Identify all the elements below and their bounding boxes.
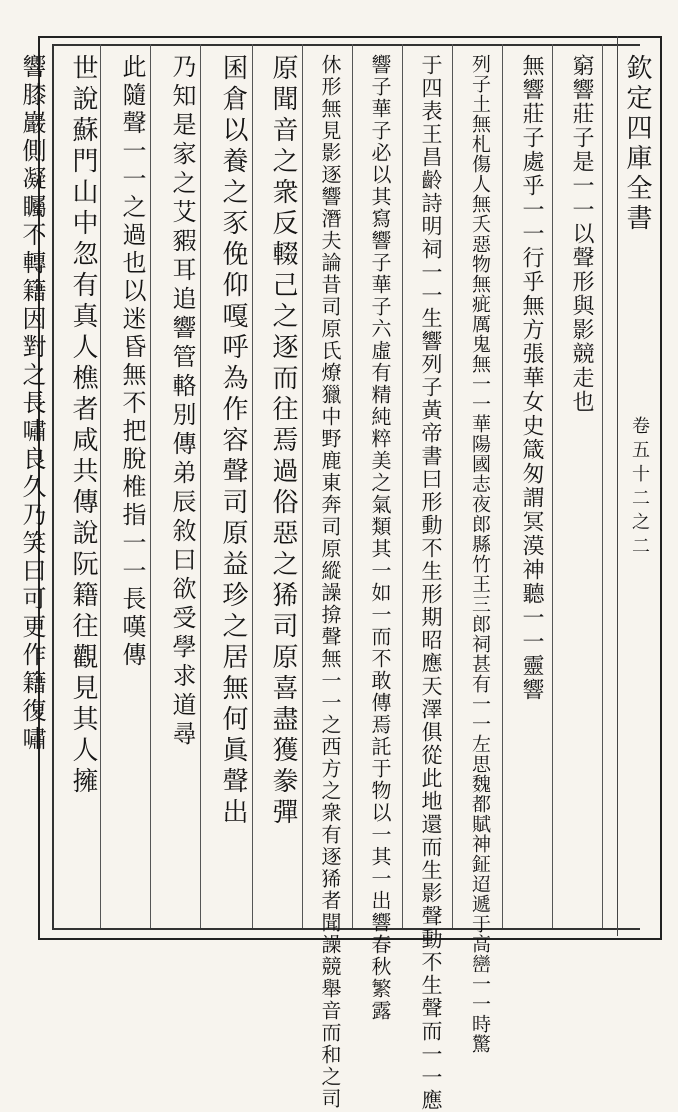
column-rule — [100, 44, 101, 928]
text-column-11: 世說蘇門山中忽有真人樵者咸共傳說阮籍往觀見其人擁 — [68, 54, 98, 798]
text-column-12: 響膝巖側凝矚不轉籍因對之長嘯良久乃笑曰可更作籍復嘯 — [18, 54, 46, 754]
column-rule — [502, 44, 503, 928]
column-rule — [602, 44, 603, 928]
column-rule — [200, 44, 201, 928]
text-column-8: 囷倉以養之豕俛仰嘎呼為作容聲司原益珍之居無何眞聲出 — [218, 54, 248, 829]
column-rule — [252, 44, 253, 928]
text-column-6: 休形無見影逐響潛夫論昔司原氏燎獵中野鹿東奔司原縱譟揜聲無一一之西方之衆有逐狶者聞譟競舉音而和之司 — [318, 54, 342, 1110]
column-rule — [452, 44, 453, 928]
column-rule — [302, 44, 303, 928]
text-column-7: 原聞音之衆反輟己之逐而往焉過俗惡之狶司原喜盡獲豢彈 — [268, 54, 298, 829]
column-rule — [352, 44, 353, 928]
text-column-3: 列子土無札傷人無夭惡物無疵厲鬼無一一華陽國志夜郎縣竹王三郎祠甚有一一左思魏都賦神鉦迢遞于高巒一一時驚 — [469, 54, 491, 1054]
book-title: 欽定四庫全書 — [622, 54, 652, 234]
column-rule — [150, 44, 151, 928]
column-rule — [552, 44, 553, 928]
column-rule — [402, 44, 403, 928]
text-column-9: 乃知是家之艾豭耳追響管輅別傳弟辰敘曰欲受學求道尋 — [168, 54, 196, 750]
text-column-2: 無響莊子處乎一一行乎無方張華女史箴匆謂冥漠神聽一一靈響 — [519, 54, 544, 702]
text-column-5: 響子華子必以其寫響子華子六虛有精純粹美之氣類其一如一而不敢傳焉託于物以一其一出響春秋繁露 — [368, 54, 392, 1022]
text-column-10: 此隨聲一一之過也以迷昏無不把脫椎指一一長嘆傳 — [118, 54, 146, 670]
margin-strip — [617, 36, 658, 936]
text-column-1: 窮響莊子是一一以聲形與影競走也 — [569, 54, 594, 414]
text-column-4: 于四表王昌齡詩明祠一一生響列子黃帝書曰形動不生形期昭應天澤俱從此地還而生影聲動不生聲而一一應 — [419, 54, 443, 1112]
volume-label: 卷五十二之二 — [629, 416, 650, 560]
